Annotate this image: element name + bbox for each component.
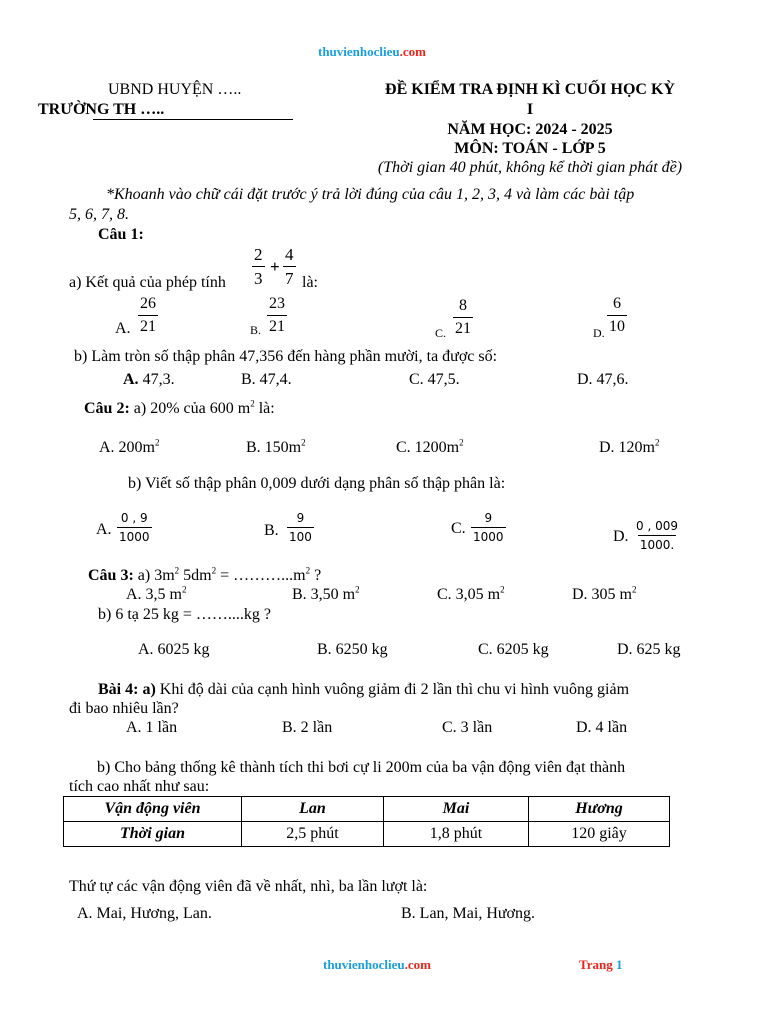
q1-expr-frac1: $\frac{2}{3}$	[254, 245, 263, 288]
q2a-option-b[interactable]: B. $150m^2$	[246, 437, 306, 456]
instruction: *Khoanh vào chữ cái đặt trước ý trả lời đúng của câu 1, 2, 3, 4 và làm các bài tập	[106, 186, 635, 203]
q2b-option-a-label[interactable]: A.	[96, 521, 112, 538]
q4b-order-prompt: Thứ tự các vận động viên đã về nhất, nhì, ba lần lượt là:	[69, 878, 428, 895]
q2a-option-d[interactable]: D. $120m^2$	[599, 437, 660, 456]
exam-title: ĐỀ KIỂM TRA ĐỊNH KÌ CUỐI HỌC KỲ	[385, 81, 675, 98]
q2b-option-b-label[interactable]: B.	[264, 522, 279, 539]
q2b-option-c-label[interactable]: C.	[451, 520, 466, 537]
site-domain: .com	[399, 44, 426, 59]
q2b-option-a-frac[interactable]: $\frac{0 , 9}{1000}$	[119, 511, 150, 544]
school-underline	[93, 119, 293, 120]
q4b-option-b[interactable]: B. Lan, Mai, Hương.	[401, 905, 536, 922]
page-number: Trang 1	[579, 957, 623, 972]
table-cell: 2,5 phút	[242, 822, 384, 847]
footer-site-domain: .com	[404, 957, 431, 972]
table-header-cell: Hương	[529, 797, 670, 822]
q1a-option-a-frac[interactable]: $\frac{26}{21}$	[140, 295, 156, 335]
q1a-option-b-label[interactable]: B.	[250, 323, 262, 337]
q2a-option-c[interactable]: C. $1200m^2$	[396, 437, 464, 456]
q2b-prompt: b) Viết số thập phân 0,009 dưới dạng phân số thập phân là:	[128, 475, 506, 492]
q4a-prompt-cont: đi bao nhiêu lần?	[69, 700, 179, 717]
q1-expr-plus: +	[270, 257, 280, 276]
district-name: UBND HUYỆN …..	[108, 81, 242, 98]
q4a-option-d[interactable]: D. 4 lần	[576, 719, 628, 736]
q4a-option-a[interactable]: A. 1 lần	[126, 719, 178, 736]
table-cell: 120 giây	[529, 822, 670, 847]
footer-site	[323, 957, 431, 973]
q3a-option-a[interactable]: A. 3,5 $m^2$	[126, 584, 187, 603]
footer-site-name: thuvienhoclieu	[323, 957, 405, 972]
q1a-option-d-frac[interactable]: $\frac{6}{10}$	[609, 295, 625, 335]
table-header-cell: Mai	[384, 797, 529, 822]
q3a-option-c[interactable]: C. 3,05 $m^2$	[437, 584, 505, 603]
time-note: (Thời gian 40 phút, không kể thời gian phát đề)	[377, 159, 683, 176]
q1b-option-d[interactable]: D. 47,6.	[577, 371, 629, 388]
q3a-option-b[interactable]: B. 3,50 $m^2$	[292, 584, 360, 603]
q2b-option-c-frac[interactable]: $\frac{9}{1000}$	[473, 511, 504, 544]
q1-expr-frac2: $\frac{4}{7}$	[285, 245, 294, 288]
q3b-option-c[interactable]: C. 6205 kg	[478, 641, 549, 658]
q4a-option-c[interactable]: C. 3 lần	[442, 719, 493, 736]
site-header	[318, 44, 426, 60]
q3a-option-d[interactable]: D. 305 $m^2$	[572, 584, 637, 603]
table-row-label: Thời gian	[64, 822, 242, 847]
q1a-option-a-label[interactable]: A.	[115, 320, 131, 337]
q1a-option-c-label[interactable]: C.	[435, 326, 447, 340]
q2a-option-a[interactable]: A. $200m^2$	[99, 437, 160, 456]
q4b-prompt: b) Cho bảng thống kê thành tích thi bơi cự li 200m của ba vận động viên đạt thành	[97, 759, 626, 776]
table-header-cell: Vận động viên	[64, 797, 242, 822]
q4a-prompt: Bài 4: a) Khi độ dài của cạnh hình vuông giảm đi 2 lần thì chu vi hình vuông giảm	[98, 681, 630, 698]
q1a-option-d-label[interactable]: D.	[593, 326, 605, 340]
q3b-option-a[interactable]: A. 6025 kg	[138, 641, 210, 658]
q1-title: Câu 1:	[98, 226, 144, 243]
q3b-prompt: b) 6 tạ 25 kg = ……....kg ?	[98, 606, 271, 623]
instruction-cont: 5, 6, 7, 8.	[69, 206, 129, 223]
q1b-prompt: b) Làm tròn số thập phân 47,356 đến hàng phần mười, ta được số:	[74, 348, 498, 365]
swim-results-table	[63, 796, 670, 847]
q4b-option-a[interactable]: A. Mai, Hương, Lan.	[77, 905, 212, 922]
q3b-option-d[interactable]: D. 625 kg	[617, 641, 681, 658]
q4a-option-b[interactable]: B. 2 lần	[282, 719, 333, 736]
q2a-prompt: Câu 2: a) 20% của 600 $m^2$ là:	[84, 398, 275, 417]
q1b-option-a[interactable]: A. 47,3.	[123, 371, 175, 388]
subject: MÔN: TOÁN - LỚP 5	[454, 140, 606, 157]
q1b-option-b[interactable]: B. 47,4.	[241, 371, 292, 388]
table-row	[64, 822, 670, 847]
q1a-option-b-frac[interactable]: $\frac{23}{21}$	[269, 295, 285, 335]
q2b-option-d-frac[interactable]: $\frac{0 , 009}{1000.}$	[636, 519, 678, 552]
q1a-suffix: là:	[302, 274, 318, 291]
table-header-row	[64, 797, 670, 822]
school-year: NĂM HỌC: 2024 - 2025	[447, 121, 613, 138]
q3b-option-b[interactable]: B. 6250 kg	[317, 641, 388, 658]
q3a-prompt: Câu 3: a) $3m^2$ $5dm^2$ = $\dots\dots\dots...m^2$ ?	[88, 565, 322, 584]
site-name: thuvienhoclieu	[318, 44, 400, 59]
q1a-option-c-frac[interactable]: $\frac{8}{21}$	[455, 297, 471, 337]
q1b-option-c[interactable]: C. 47,5.	[409, 371, 460, 388]
table-cell: 1,8 phút	[384, 822, 529, 847]
q2b-option-b-frac[interactable]: $\frac{9}{100}$	[289, 511, 312, 544]
school-name: TRƯỜNG TH …..	[38, 101, 165, 118]
q1a-prompt: a) Kết quả của phép tính	[69, 274, 226, 291]
table-header-cell: Lan	[242, 797, 384, 822]
exam-title-cont: I	[526, 101, 534, 118]
q4b-prompt-cont: tích cao nhất như sau:	[69, 778, 210, 795]
q2b-option-d-label[interactable]: D.	[613, 528, 629, 545]
